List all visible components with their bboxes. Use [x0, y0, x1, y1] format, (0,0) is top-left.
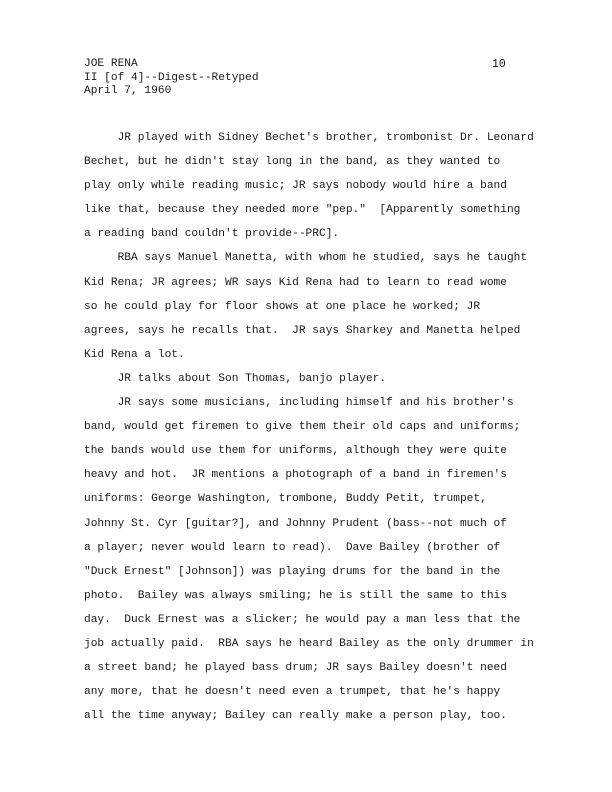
body-line: JR says some musicians, including himself and his brother's	[84, 397, 514, 410]
body-line: job actually paid. RBA says he heard Bailey as the only drummer in	[84, 637, 534, 650]
page-header	[84, 58, 259, 99]
body-line: heavy and hot. JR mentions a photograph of a band in firemen's	[84, 469, 507, 482]
page-number: 10	[492, 58, 506, 71]
body-line: Johnny St. Cyr [guitar?], and Johnny Prudent (bass--not much of	[84, 517, 507, 530]
body-line: any more, that he doesn't need even a trumpet, that he's happy	[84, 686, 501, 699]
body-line: agrees, says he recalls that. JR says Sharkey and Manetta helped	[84, 324, 521, 337]
body-line: photo. Bailey was always smiling; he is still the same to this	[84, 589, 507, 602]
header-date: April 7, 1960	[84, 85, 172, 97]
body-line: "Duck Ernest" [Johnson]) was playing drums for the band in the	[84, 565, 501, 578]
body-line: Bechet, but he didn't stay long in the band, as they wanted to	[84, 156, 501, 169]
body-line: JR talks about Son Thomas, banjo player.	[84, 372, 387, 385]
body-line: JR played with Sidney Bechet's brother, trombonist Dr. Leonard	[84, 132, 534, 144]
body-line: a street band; he played bass drum; JR says Bailey doesn't need	[84, 662, 507, 675]
body-line: so he could play for floor shows at one place he worked; JR	[84, 300, 481, 313]
header-reel-info: II [of 4]--Digest--Retyped	[84, 71, 259, 84]
body-line: all the time anyway; Bailey can really make a person play, too.	[84, 710, 507, 723]
body-line: Kid Rena; JR agrees; WR says Kid Rena had to learn to read wome	[84, 276, 507, 289]
digest-body	[84, 126, 574, 728]
body-line: uniforms: George Washington, trombone, Buddy Petit, trumpet,	[84, 493, 487, 506]
body-line: Kid Rena a lot.	[84, 348, 185, 361]
header-name: JOE RENA	[84, 58, 138, 70]
body-line: play only while reading music; JR says nobody would hire a band	[84, 180, 507, 193]
body-line: a reading band couldn't provide--PRC].	[84, 228, 340, 241]
body-line: day. Duck Ernest was a slicker; he would pay a man less that the	[84, 613, 521, 626]
body-line: like that, because they needed more "pep." [Apparently something	[84, 204, 521, 217]
body-line: RBA says Manuel Manetta, with whom he studied, says he taught	[84, 252, 528, 265]
body-line: a player; never would learn to read). Dave Bailey (brother of	[84, 541, 501, 554]
body-line: the bands would use them for uniforms, although they were quite	[84, 445, 507, 458]
body-line: band, would get firemen to give them their old caps and uniforms;	[84, 421, 521, 434]
